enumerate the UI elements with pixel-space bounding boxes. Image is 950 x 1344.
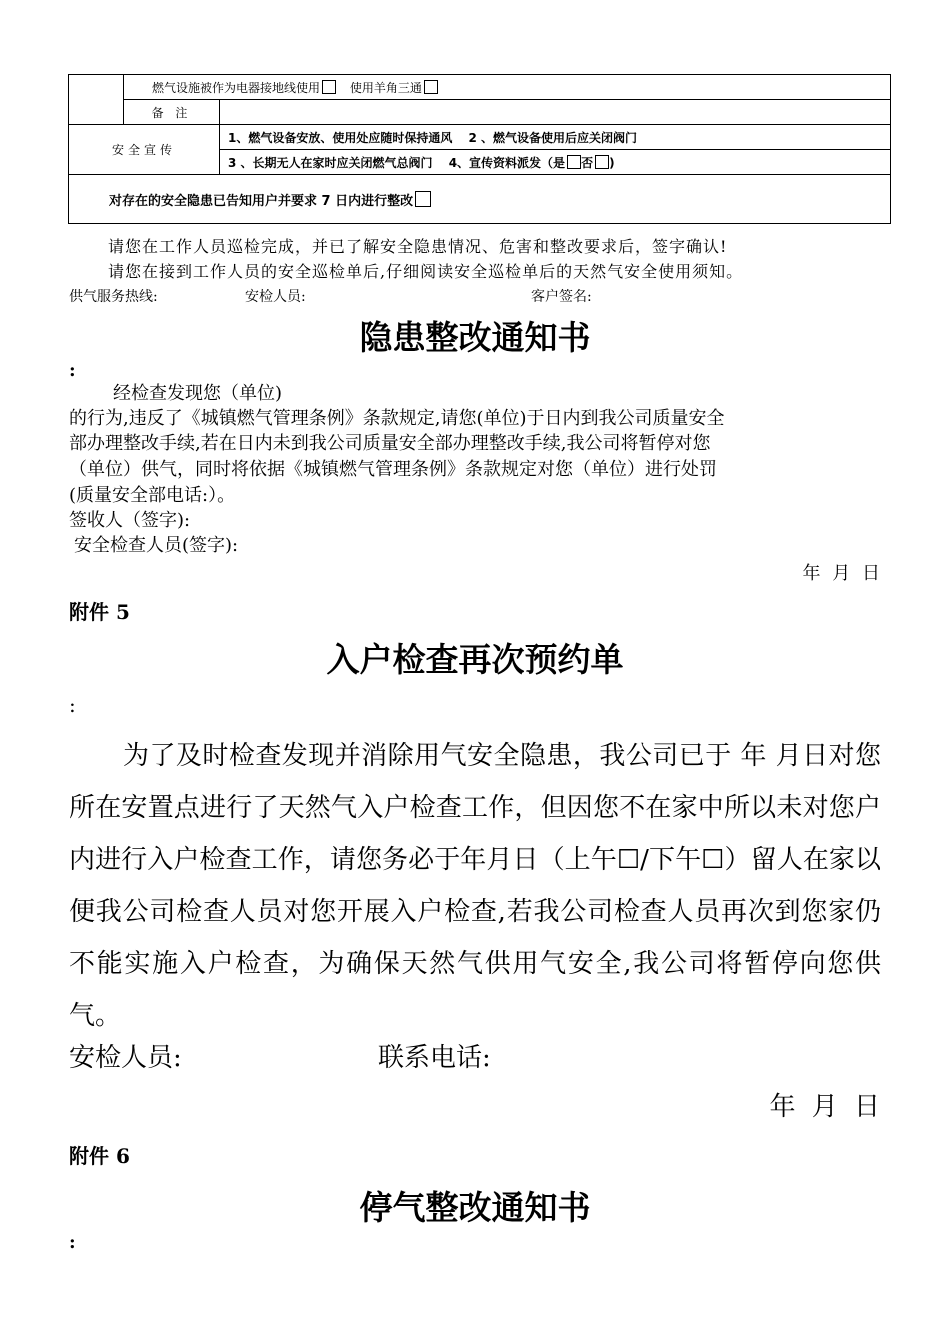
rectify-notice-checkbox[interactable] [415,191,431,207]
inspection-form-table [68,74,891,224]
reappointment-colon: : [69,693,76,717]
notice1-line-3: 部办理整改手续,若在日内未到我公司质量安全部办理整改手续,我公司将暂停对您 [69,433,711,454]
reappointment-body: 为了及时检查发现并消除用气安全隐患，我公司已于 年 月日对您所在安置点进行了天然气入户检查工作，但因您不在家中所以未对您户内进行入户检查工作，请您务必于年月日（上午☐/下午☐）留人在家以便我公司检查人员对您开展入户检查,若我公司检查人员再次到您家仍不能实施入户检查，为确保天然气供用气安全,我公司将暂停向您供气。 [69,741,881,1031]
addressee-colon: : [69,360,76,381]
rectify-notice-title: 隐患整改通知书 [359,318,591,357]
notice1-line-1: 经检查发现您（单位) [113,383,283,404]
reappointment-phone-label: 联系电话: [378,1043,491,1073]
confirm-line-1: 请您在工作人员巡检完成，并已了解安全隐患情况、危害和整改要求后，签字确认! [108,237,728,256]
safety-row-1 [69,125,891,150]
material-no-label: 否 [581,155,594,170]
notice1-date: 年 月 日 [802,563,880,584]
safety-promotion-label: 安全宣传 [69,125,220,175]
signer-label: 签收人（签字): [69,510,191,531]
remark-field[interactable] [220,100,891,125]
notice-row [69,175,891,224]
paren-close: ) [609,155,615,170]
blank-cell [69,75,124,125]
confirm-line-2: 请您在接到工作人员的安全巡检单后,仔细阅读安全巡检单后的天然气安全使用须知。 [108,262,744,281]
tee-usage-checkbox[interactable] [424,80,438,94]
gas-stop-colon: : [69,1232,76,1253]
attachment-6-label: 附件 6 [69,1144,130,1168]
hotline-label: 供气服务热线: [69,289,158,305]
grounding-misuse-label: 燃气设施被作为电器接地线使用 [152,80,321,95]
tee-usage-label: 使用羊角三通 [349,80,422,95]
gas-stop-notice-title: 停气整改通知书 [359,1188,591,1227]
reappointment-title: 入户检查再次预约单 [326,640,624,679]
material-yes-checkbox[interactable] [567,155,581,169]
inspector-label: 安检人员: [245,289,306,305]
notice1-line-5: (质量安全部电话:）。 [69,485,236,506]
material-no-checkbox[interactable] [595,155,609,169]
customer-sign-label: 客户签名: [531,289,592,305]
notice1-line-4: （单位）供气，同时将依据《城镇燃气管理条例》条款规定对您（单位）进行处罚 [69,459,717,480]
rectify-notice-text: 对存在的安全隐患已告知用户并要求 7 日内进行整改 [109,193,414,209]
inspector-sign-label: 安全检查人员(签字): [74,535,239,556]
safety-tip-line-1: 1、燃气设备安放、使用处应随时保持通风 2 、燃气设备使用后应关闭阀门 [220,125,891,150]
remark-row [69,100,891,125]
attachment-5-label: 附件 5 [69,600,130,624]
remark-label: 备 注 [124,100,220,125]
safety-tip-line-2: 3 、长期无人在家时应关闭燃气总阀门 4、宣传资料派发（是 [228,155,566,170]
facility-usage-row [69,75,891,100]
reappointment-inspector-label: 安检人员: [69,1043,182,1073]
grounding-misuse-checkbox[interactable] [322,80,336,94]
reappointment-date: 年 月 日 [769,1092,880,1122]
notice1-line-2: 的行为,违反了《城镇燃气管理条例》条款规定,请您(单位)于日内到我公司质量安全 [69,408,725,429]
